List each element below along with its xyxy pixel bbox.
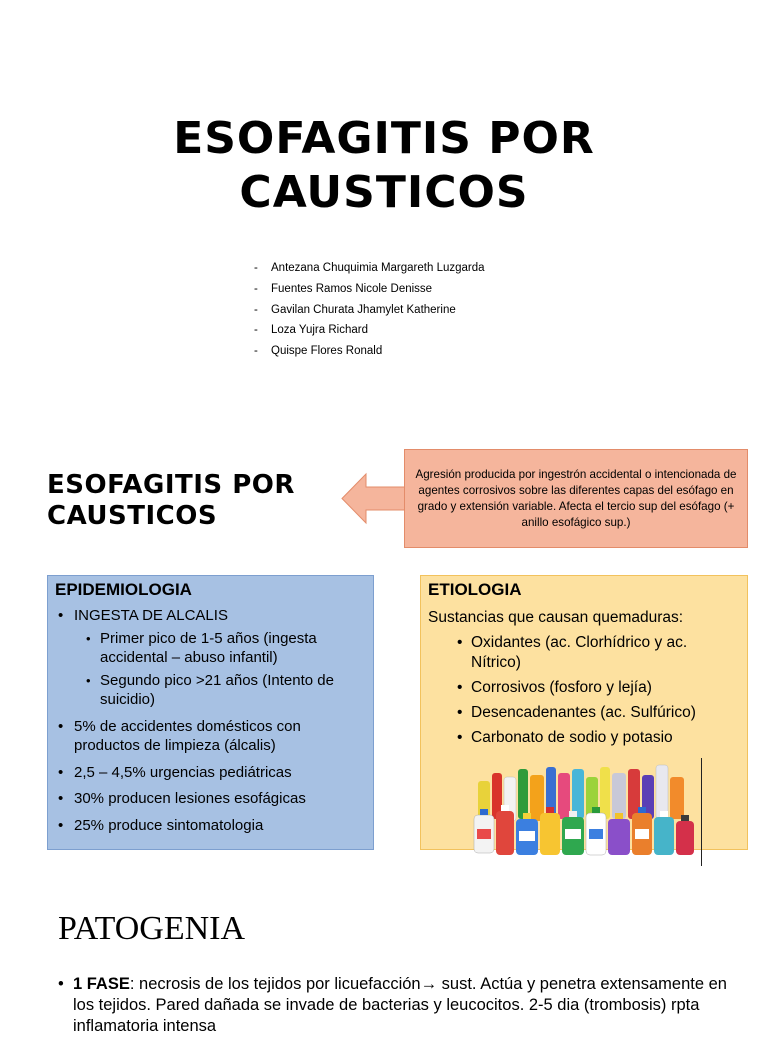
list-item: • 30% producen lesiones esofágicas [54,789,367,809]
definition-text: Agresión producida por ingestrón accidental o intencionada de agentes corrosivos sobre las diferentes capas del esófago en grado y extensión variable. Afecta el tercio sup del esófago (+ anillo esofágico sup.) [415,467,737,529]
divider-line [701,758,702,866]
author-item [254,341,574,362]
dash: - [254,262,258,274]
left-arrow-icon [341,473,407,524]
patogenia-paragraph [58,974,748,1037]
epidemiologia-title: EPIDEMIOLOGIA [55,580,192,599]
author-name: Antezana Chuquimia Margareth Luzgarda [271,262,485,274]
author-item [254,300,574,321]
fase-label: 1 FASE [73,975,130,993]
author-list [254,258,574,362]
fase-text: : necrosis de los tejidos por licuefacción→ sust. Actúa y penetra extensamente en los tejidos. Pared dañada se invade de bacterias y leucocitos. 2-5 dia (trombosis) rpta inflamatoria intensa [73,975,727,1035]
bullet: • [58,975,64,993]
author-name: Gavilan Churata Jhamylet Katherine [271,303,456,316]
epidemiologia-list [54,606,367,835]
etiologia-title: ETIOLOGIA [428,580,522,599]
cover-title-text: ESOFAGITIS POR CAUSTICOS [173,113,595,218]
dash: - [254,324,258,337]
list-item: • 2,5 – 4,5% urgencias pediátricas [54,763,367,783]
cover-title [0,112,768,220]
etiologia-list [427,633,741,748]
definition-box [404,449,748,548]
dash: - [254,303,258,316]
list-item: • Corrosivos (fosforo y lejía) [427,678,741,698]
list-subitem: • Segundo pico >21 años (Intento de suicidio) [54,671,367,710]
author-name: Fuentes Ramos Nicole Denisse [271,282,433,295]
etiologia-subtitle: Sustancias que causan quemaduras: [428,609,684,626]
list-item: • Desencadenantes (ac. Sulfúrico) [427,703,741,723]
list-item: • 25% produce sintomatologia [54,816,367,836]
author-name: Quispe Flores Ronald [271,345,383,358]
author-item [254,320,574,341]
list-subitem: • Primer pico de 1-5 años (ingesta accidental – abuso infantil) [54,629,367,668]
list-item: • Carbonato de sodio y potasio [427,728,741,748]
dash: - [254,345,258,358]
list-item: • INGESTA DE ALCALIS [54,606,367,626]
section-title: ESOFAGITIS POR CAUSTICOS [47,470,295,531]
list-item: • Oxidantes (ac. Clorhídrico y ac. Nítrico) [427,633,741,673]
dash: - [254,282,258,295]
patogenia-title: PATOGENIA [58,910,246,947]
cleaning-products-image [472,763,696,861]
author-name: Loza Yujra Richard [271,324,368,337]
epidemiologia-box [47,575,374,850]
list-item: • 5% de accidentes domésticos con productos de limpieza (álcalis) [54,717,367,756]
author-item [254,279,574,300]
patogenia-body [58,974,748,1037]
author-item [254,258,574,279]
